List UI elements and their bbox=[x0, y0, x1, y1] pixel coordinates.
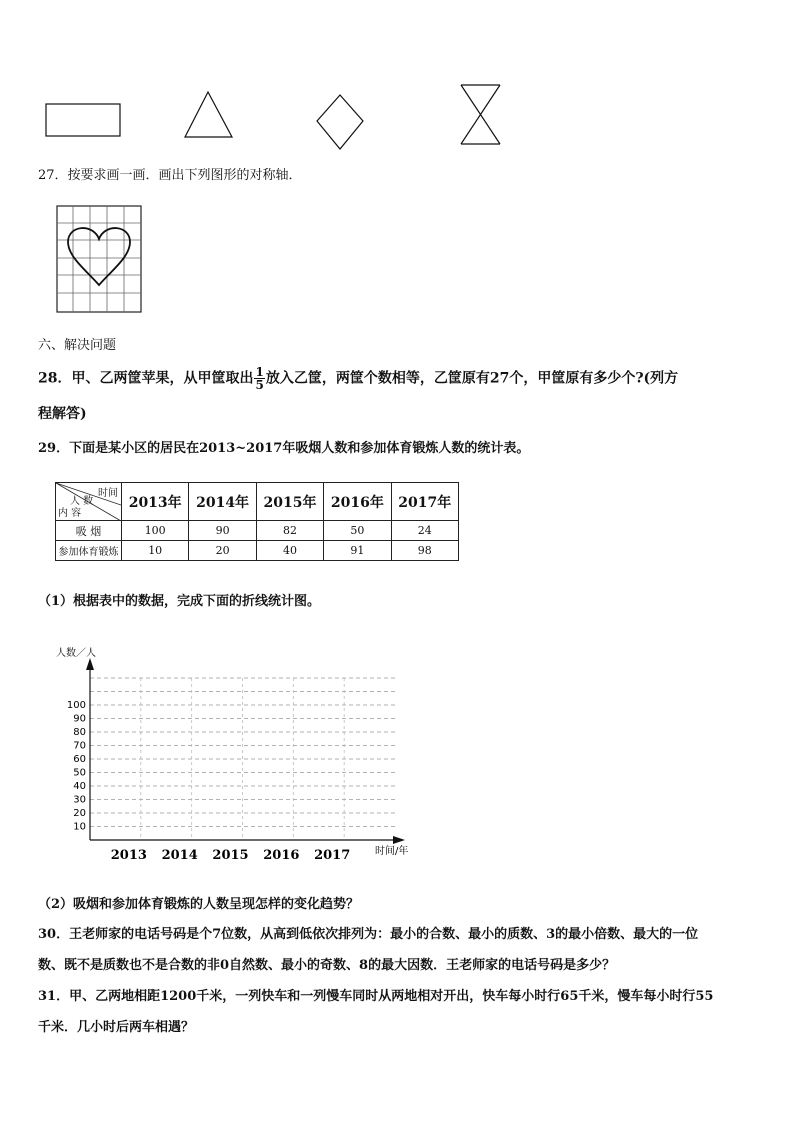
section-title: 六、解决问题 bbox=[38, 338, 117, 353]
q28-line2: 程解答) bbox=[38, 406, 87, 422]
year-header: 2014年 bbox=[189, 483, 256, 521]
q31-line2: 千米．几小时后两车相遇？ bbox=[38, 1020, 195, 1035]
year-header: 2017年 bbox=[391, 483, 458, 521]
row-label: 参加体育锻炼 bbox=[56, 541, 122, 561]
y-tick-label: 50 bbox=[73, 767, 86, 779]
x-axis-label: 时间/年 bbox=[375, 846, 409, 857]
q30-line2: 数、既不是质数也不是合数的非0自然数、最小的奇数、8的最大因数．王老师家的电话号码是多少？ bbox=[38, 958, 616, 973]
table-cell: 91 bbox=[324, 541, 391, 561]
q28-part2: 放入乙筐，两筐个数相等，乙筐原有27个，甲筐原有多少个?(列方 bbox=[265, 370, 679, 387]
table-cell: 20 bbox=[189, 541, 256, 561]
table-cell: 24 bbox=[391, 521, 458, 541]
y-tick-label: 30 bbox=[73, 794, 86, 806]
year-header: 2016年 bbox=[324, 483, 391, 521]
q27-text: 27．按要求画一画．画出下列图形的对称轴． bbox=[38, 168, 302, 183]
fraction-numerator: 1 bbox=[255, 365, 264, 379]
y-tick-label: 100 bbox=[66, 700, 86, 711]
table-row bbox=[56, 541, 459, 561]
line-chart bbox=[50, 640, 430, 870]
table-row bbox=[56, 521, 459, 541]
shapes-row bbox=[40, 80, 510, 155]
corner-top-label: 时间 bbox=[98, 488, 118, 499]
x-tick-label: 2016 bbox=[263, 848, 300, 863]
x-axis-arrow bbox=[393, 836, 405, 844]
diamond-shape bbox=[317, 95, 363, 149]
x-tick-label: 2014 bbox=[161, 848, 198, 863]
table-cell: 90 bbox=[189, 521, 256, 541]
stats-table bbox=[55, 482, 459, 561]
row-label: 吸 烟 bbox=[56, 521, 122, 541]
x-tick-label: 2015 bbox=[212, 848, 249, 863]
table-cell: 82 bbox=[256, 521, 323, 541]
q28-part1: 28．甲、乙两筐苹果，从甲筐取出 bbox=[38, 370, 254, 387]
fraction-one-fifth bbox=[254, 366, 264, 391]
table-cell: 98 bbox=[391, 541, 458, 561]
q31-line1: 31．甲、乙两地相距1200千米，一列快车和一列慢车同时从两地相对开出，快车每小时行65千米，慢车每小时行55 bbox=[38, 989, 714, 1004]
x-tick-label: 2013 bbox=[110, 848, 147, 863]
y-tick-label: 10 bbox=[73, 821, 86, 833]
q29-sub1: （1）根据表中的数据，完成下面的折线统计图。 bbox=[38, 594, 321, 609]
y-tick-label: 80 bbox=[73, 727, 86, 738]
q29-text: 29．下面是某小区的居民在2013~2017年吸烟人数和参加体育锻炼人数的统计表。 bbox=[38, 441, 530, 456]
y-tick-label: 60 bbox=[73, 754, 86, 765]
table-corner-header bbox=[56, 483, 122, 521]
y-axis-arrow bbox=[86, 658, 94, 670]
y-tick-label: 40 bbox=[73, 781, 86, 792]
rectangle-shape bbox=[46, 104, 120, 136]
heart-icon bbox=[68, 228, 130, 285]
fraction-denominator: 5 bbox=[255, 378, 264, 392]
table-cell: 100 bbox=[122, 521, 189, 541]
y-tick-label: 20 bbox=[73, 808, 86, 819]
y-tick-label: 70 bbox=[73, 740, 86, 752]
q28-line1 bbox=[38, 366, 678, 391]
triangle-shape bbox=[185, 92, 232, 137]
corner-bottom-label: 内 容 bbox=[58, 508, 82, 519]
heart-grid-figure bbox=[55, 205, 145, 315]
table-cell: 10 bbox=[122, 541, 189, 561]
year-header: 2015年 bbox=[256, 483, 323, 521]
year-header: 2013年 bbox=[122, 483, 189, 521]
x-tick-label: 2017 bbox=[314, 848, 351, 863]
corner-mid-label: 人 数 bbox=[70, 496, 94, 507]
y-axis-label: 人数／人 bbox=[56, 648, 96, 659]
hourglass-shape bbox=[461, 85, 500, 144]
q29-sub2: （2）吸烟和参加体育锻炼的人数呈现怎样的变化趋势？ bbox=[38, 897, 360, 912]
table-cell: 40 bbox=[256, 541, 323, 561]
y-tick-label: 90 bbox=[73, 713, 86, 725]
q30-line1: 30．王老师家的电话号码是个7位数，从高到低依次排列为：最小的合数、最小的质数、3的最小倍数、最大的一位 bbox=[38, 927, 699, 942]
table-cell: 50 bbox=[324, 521, 391, 541]
